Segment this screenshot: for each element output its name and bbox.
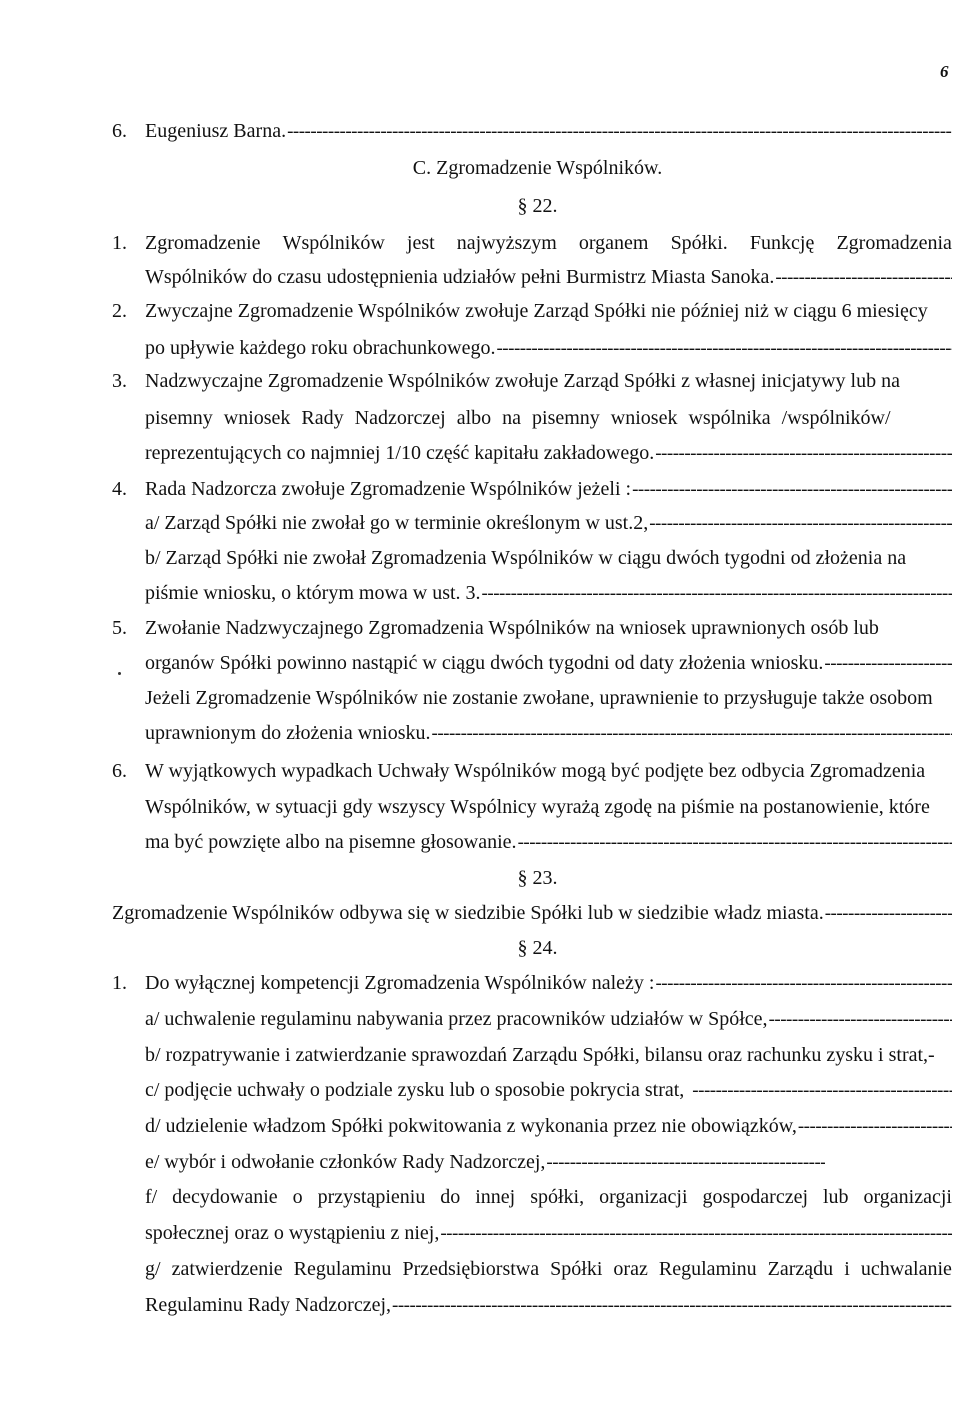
item-number: 6.	[112, 120, 127, 142]
list-item-continuation	[0, 440, 960, 466]
list-item	[0, 118, 960, 144]
list-item-continuation	[0, 794, 960, 820]
paragraph-text: uprawnionym do złożenia wniosku.	[145, 722, 431, 744]
paragraph-text: Nadzwyczajne Zgromadzenie Wspólników zwołuje Zarząd Spółki z własnej inicjatywy lub na	[145, 370, 900, 392]
paragraph-text: Do wyłącznej kompetencji Zgromadzenia Wspólników należy :	[145, 972, 655, 994]
word: f/	[145, 1186, 158, 1208]
sub-item	[0, 1042, 960, 1068]
word: gospodarczej	[702, 1186, 809, 1208]
dash-filler	[496, 336, 952, 362]
sub-item-continuation	[0, 580, 960, 606]
list-item	[0, 970, 960, 996]
word: Zgromadzenie	[145, 232, 261, 254]
paragraph-number: § 22.	[517, 195, 558, 217]
word: organizacji	[599, 1186, 688, 1208]
word: organem	[578, 232, 649, 254]
list-item	[0, 615, 960, 641]
paragraph-number: § 24.	[517, 937, 558, 959]
section-heading	[0, 155, 960, 181]
paragraph-text: e/ wybór i odwołanie członków Rady Nadzorczej,	[145, 1151, 546, 1173]
list-item-continuation	[0, 650, 960, 676]
paragraph-text: organów Spółki powinno nastąpić w ciągu dwóch tygodni od daty złożenia wniosku.	[145, 652, 824, 674]
dash-filler	[825, 901, 952, 927]
sub-item	[0, 1256, 960, 1282]
word: g/	[145, 1258, 161, 1280]
paragraph-text: d/ udzielenie władzom Spółki pokwitowania z wykonania przez nie obowiązków,	[145, 1115, 797, 1137]
sub-item-continuation	[0, 1220, 960, 1246]
paragraph-text: Zwyczajne Zgromadzenie Wspólników zwołuje Zarząd Spółki nie później niż w ciągu 6 miesięcy	[145, 300, 928, 322]
dash-filler	[287, 119, 952, 145]
paragraph-text: b/ rozpatrywanie i zatwierdzanie sprawozdań Zarządu Spółki, bilansu oraz rachunku zysku i strat,-	[145, 1044, 935, 1066]
sub-item	[0, 1006, 960, 1032]
item-number: 1.	[112, 232, 127, 254]
word: zatwierdzenie	[171, 1258, 283, 1280]
dash-filler	[655, 441, 952, 467]
page-number: 6	[940, 62, 949, 81]
dash-filler	[518, 830, 952, 856]
dash-filler	[692, 1078, 952, 1104]
word: Przedsiębiorstwa	[402, 1258, 540, 1280]
dash-filler	[546, 1150, 825, 1176]
paragraph-heading	[0, 193, 960, 219]
dash-filler	[649, 511, 952, 537]
word: Regulaminu	[293, 1258, 392, 1280]
paragraph-heading	[0, 935, 960, 961]
paragraph-text: c/ podjęcie uchwały o podziale zysku lub o sposobie pokrycia strat,	[145, 1079, 685, 1101]
word: Spółki.	[670, 232, 728, 254]
justified-line	[145, 1256, 952, 1282]
list-item	[0, 476, 960, 502]
list-item-continuation	[0, 335, 960, 361]
sub-item	[0, 510, 960, 536]
list-item	[0, 298, 960, 324]
word: do	[440, 1186, 461, 1208]
list-item-continuation	[0, 405, 960, 431]
paragraph-text: b/ Zarząd Spółki nie zwołał Zgromadzenia Wspólników w ciągu dwóch tygodni od złożenia na	[145, 547, 907, 569]
sub-item	[0, 1184, 960, 1210]
list-item	[0, 230, 960, 256]
paragraph-text: społecznej oraz o wystąpieniu z niej,	[145, 1222, 440, 1244]
paragraph-text: Rada Nadzorcza zwołuje Zgromadzenie Wspólników jeżeli :	[145, 478, 632, 500]
item-number: 5.	[112, 617, 127, 639]
list-item	[0, 368, 960, 394]
list-item-continuation	[0, 720, 960, 746]
sub-item	[0, 1149, 960, 1175]
word: innej	[475, 1186, 516, 1208]
list-item	[0, 758, 960, 784]
list-item-continuation	[0, 685, 960, 711]
paragraph-text: po upływie każdego roku obrachunkowego.	[145, 337, 496, 359]
paragraph-text: a/ Zarząd Spółki nie zwołał go w terminie określonym w ust.2,	[145, 512, 649, 534]
word: uchwalanie	[860, 1258, 952, 1280]
dash-filler	[655, 971, 952, 997]
paragraph-text: piśmie wniosku, o którym mowa w ust. 3.	[145, 582, 481, 604]
item-number: 6.	[112, 760, 127, 782]
scan-speck	[118, 672, 121, 675]
word: oraz	[613, 1258, 648, 1280]
list-item-continuation	[0, 829, 960, 855]
paragraph-text: a/ uchwalenie regulaminu nabywania przez pracowników udziałów w Spółce,	[145, 1008, 768, 1030]
sub-item	[0, 1113, 960, 1139]
dash-filler	[440, 1221, 952, 1247]
paragraph-heading	[0, 865, 960, 891]
word: przystąpieniu	[317, 1186, 426, 1208]
word: Regulaminu	[658, 1258, 757, 1280]
item-number: 4.	[112, 478, 127, 500]
dash-filler	[775, 265, 952, 291]
dash-filler	[769, 1007, 952, 1033]
word: jest	[406, 232, 435, 254]
paragraph-text: Regulaminu Rady Nadzorczej,	[145, 1294, 392, 1316]
word: organizacji	[863, 1186, 952, 1208]
word: Funkcję	[749, 232, 815, 254]
paragraph-text: Eugeniusz Barna.	[145, 120, 287, 142]
paragraph-text: W wyjątkowych wypadkach Uchwały Wspólników mogą być podjęte bez odbycia Zgromadzenia	[145, 760, 926, 782]
item-number: 2.	[112, 300, 127, 322]
justified-line	[145, 230, 952, 256]
sub-item	[0, 1077, 960, 1103]
word: Wspólników	[282, 232, 385, 254]
list-item-continuation	[0, 264, 960, 290]
paragraph-text: pisemny wniosek Rady Nadzorczej albo na pisemny wniosek wspólnika /wspólników/	[145, 407, 891, 429]
word: Zarządu	[767, 1258, 834, 1280]
paragraph-text: Zgromadzenie Wspólników odbywa się w siedzibie Spółki lub w siedzibie władz miasta.	[112, 902, 824, 924]
item-number: 3.	[112, 370, 127, 392]
paragraph-text: Zwołanie Nadzwyczajnego Zgromadzenia Wspólników na wniosek uprawnionych osób lub	[145, 617, 879, 639]
sub-item	[0, 545, 960, 571]
justified-line	[145, 1184, 952, 1210]
word: najwyższym	[456, 232, 557, 254]
paragraph	[0, 900, 960, 926]
paragraph-text: Wspólników do czasu udostępnienia udziałów pełni Burmistrz Miasta Sanoka.	[145, 266, 775, 288]
item-number: 1.	[112, 972, 127, 994]
dash-filler	[798, 1114, 952, 1140]
dash-filler	[392, 1293, 952, 1319]
word: spółki,	[530, 1186, 585, 1208]
word: Spółki	[550, 1258, 603, 1280]
paragraph-number: § 23.	[517, 867, 558, 889]
word: Zgromadzenia	[836, 232, 952, 254]
paragraph-text: Jeżeli Zgromadzenie Wspólników nie zostanie zwołane, uprawnienie to przysługuje także osobom	[145, 687, 933, 709]
word: lub	[822, 1186, 849, 1208]
section-title: C. Zgromadzenie Wspólników.	[412, 157, 663, 179]
dash-filler	[632, 477, 952, 503]
dash-filler	[824, 651, 952, 677]
paragraph-text: Wspólników, w sytuacji gdy wszyscy Wspólnicy wyrażą zgodę na piśmie na postanowienie, które	[145, 796, 930, 818]
paragraph-text: ma być powzięte albo na pisemne głosowanie.	[145, 831, 517, 853]
dash-filler	[482, 581, 952, 607]
dash-filler	[432, 721, 953, 747]
word: decydowanie	[172, 1186, 278, 1208]
word: o	[292, 1186, 303, 1208]
paragraph-text: reprezentujących co najmniej 1/10 część kapitału zakładowego.	[145, 442, 655, 464]
sub-item-continuation	[0, 1292, 960, 1318]
word: i	[844, 1258, 850, 1280]
